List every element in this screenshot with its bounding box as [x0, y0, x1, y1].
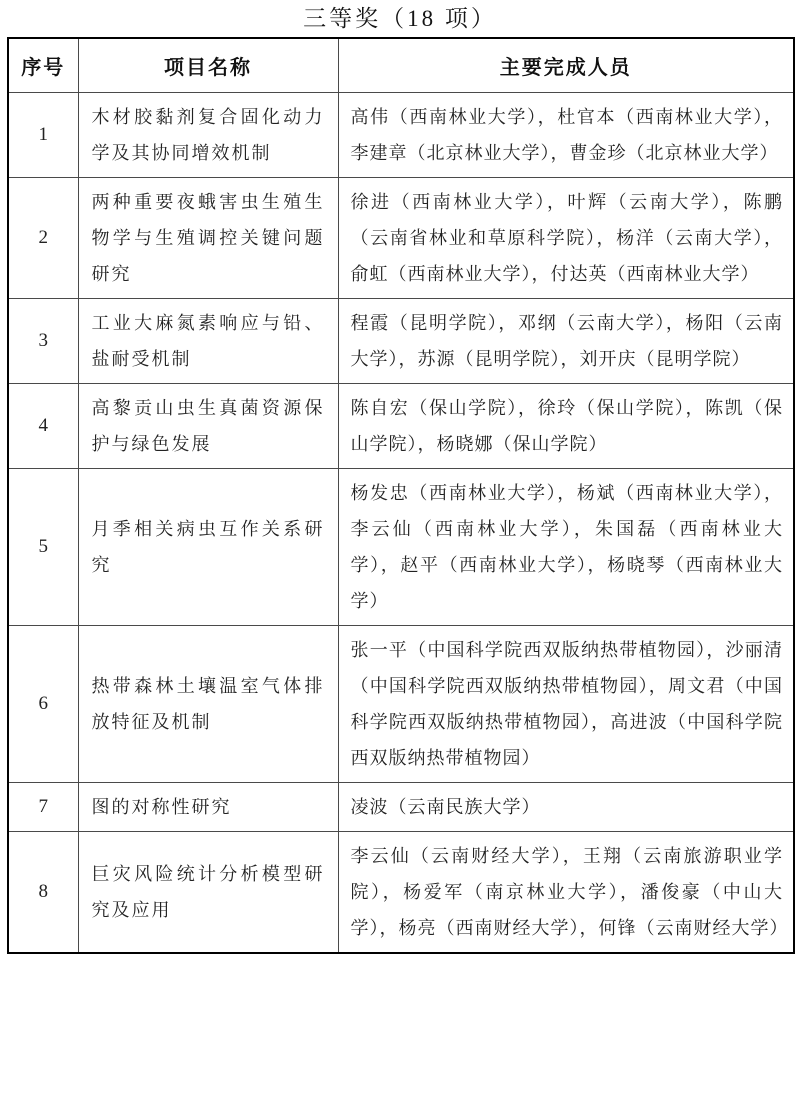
personnel-cell: 李云仙（云南财经大学），王翔（云南旅游职业学院），杨爱军（南京林业大学），潘俊豪（中山大学），杨亮（西南财经大学），何锋（云南财经大学）	[338, 831, 794, 953]
row-number-cell: 1	[8, 92, 78, 177]
column-header-no: 序号	[8, 38, 78, 92]
project-name-cell: 高黎贡山虫生真菌资源保护与绿色发展	[78, 383, 338, 468]
project-name-cell: 工业大麻氮素响应与铅、盐耐受机制	[78, 298, 338, 383]
table-row	[8, 625, 794, 782]
personnel-cell: 凌波（云南民族大学）	[338, 782, 794, 831]
project-name-cell: 月季相关病虫互作关系研究	[78, 468, 338, 625]
row-number-cell: 3	[8, 298, 78, 383]
personnel-cell: 张一平（中国科学院西双版纳热带植物园），沙丽清（中国科学院西双版纳热带植物园），周文君（中国科学院西双版纳热带植物园），高进波（中国科学院西双版纳热带植物园）	[338, 625, 794, 782]
page-title: 三等奖（18 项）	[303, 6, 497, 31]
project-name-cell: 两种重要夜蛾害虫生殖生物学与生殖调控关键问题研究	[78, 177, 338, 298]
table-row	[8, 298, 794, 383]
personnel-cell: 程霞（昆明学院），邓纲（云南大学），杨阳（云南大学），苏源（昆明学院），刘开庆（昆明学院）	[338, 298, 794, 383]
row-number-cell: 7	[8, 782, 78, 831]
column-header-personnel: 主要完成人员	[338, 38, 794, 92]
project-name-cell: 木材胶黏剂复合固化动力学及其协同增效机制	[78, 92, 338, 177]
row-number-cell: 2	[8, 177, 78, 298]
table-row	[8, 782, 794, 831]
personnel-cell: 徐进（西南林业大学），叶辉（云南大学），陈鹏（云南省林业和草原科学院），杨洋（云南大学），俞虹（西南林业大学），付达英（西南林业大学）	[338, 177, 794, 298]
table-row	[8, 92, 794, 177]
personnel-cell: 高伟（西南林业大学），杜官本（西南林业大学），李建章（北京林业大学），曹金珍（北京林业大学）	[338, 92, 794, 177]
table-row	[8, 468, 794, 625]
personnel-cell: 杨发忠（西南林业大学），杨斌（西南林业大学），李云仙（西南林业大学），朱国磊（西南林业大学），赵平（西南林业大学），杨晓琴（西南林业大学）	[338, 468, 794, 625]
row-number-cell: 4	[8, 383, 78, 468]
row-number-cell: 8	[8, 831, 78, 953]
awards-table-body	[8, 92, 794, 953]
row-number-cell: 5	[8, 468, 78, 625]
awards-table	[7, 37, 795, 954]
header-row	[8, 38, 794, 92]
table-row	[8, 383, 794, 468]
row-number-cell: 6	[8, 625, 78, 782]
project-name-cell: 巨灾风险统计分析模型研究及应用	[78, 831, 338, 953]
project-name-cell: 图的对称性研究	[78, 782, 338, 831]
project-name-cell: 热带森林土壤温室气体排放特征及机制	[78, 625, 338, 782]
table-row	[8, 831, 794, 953]
personnel-cell: 陈自宏（保山学院），徐玲（保山学院），陈凯（保山学院），杨晓娜（保山学院）	[338, 383, 794, 468]
column-header-project: 项目名称	[78, 38, 338, 92]
table-row	[8, 177, 794, 298]
